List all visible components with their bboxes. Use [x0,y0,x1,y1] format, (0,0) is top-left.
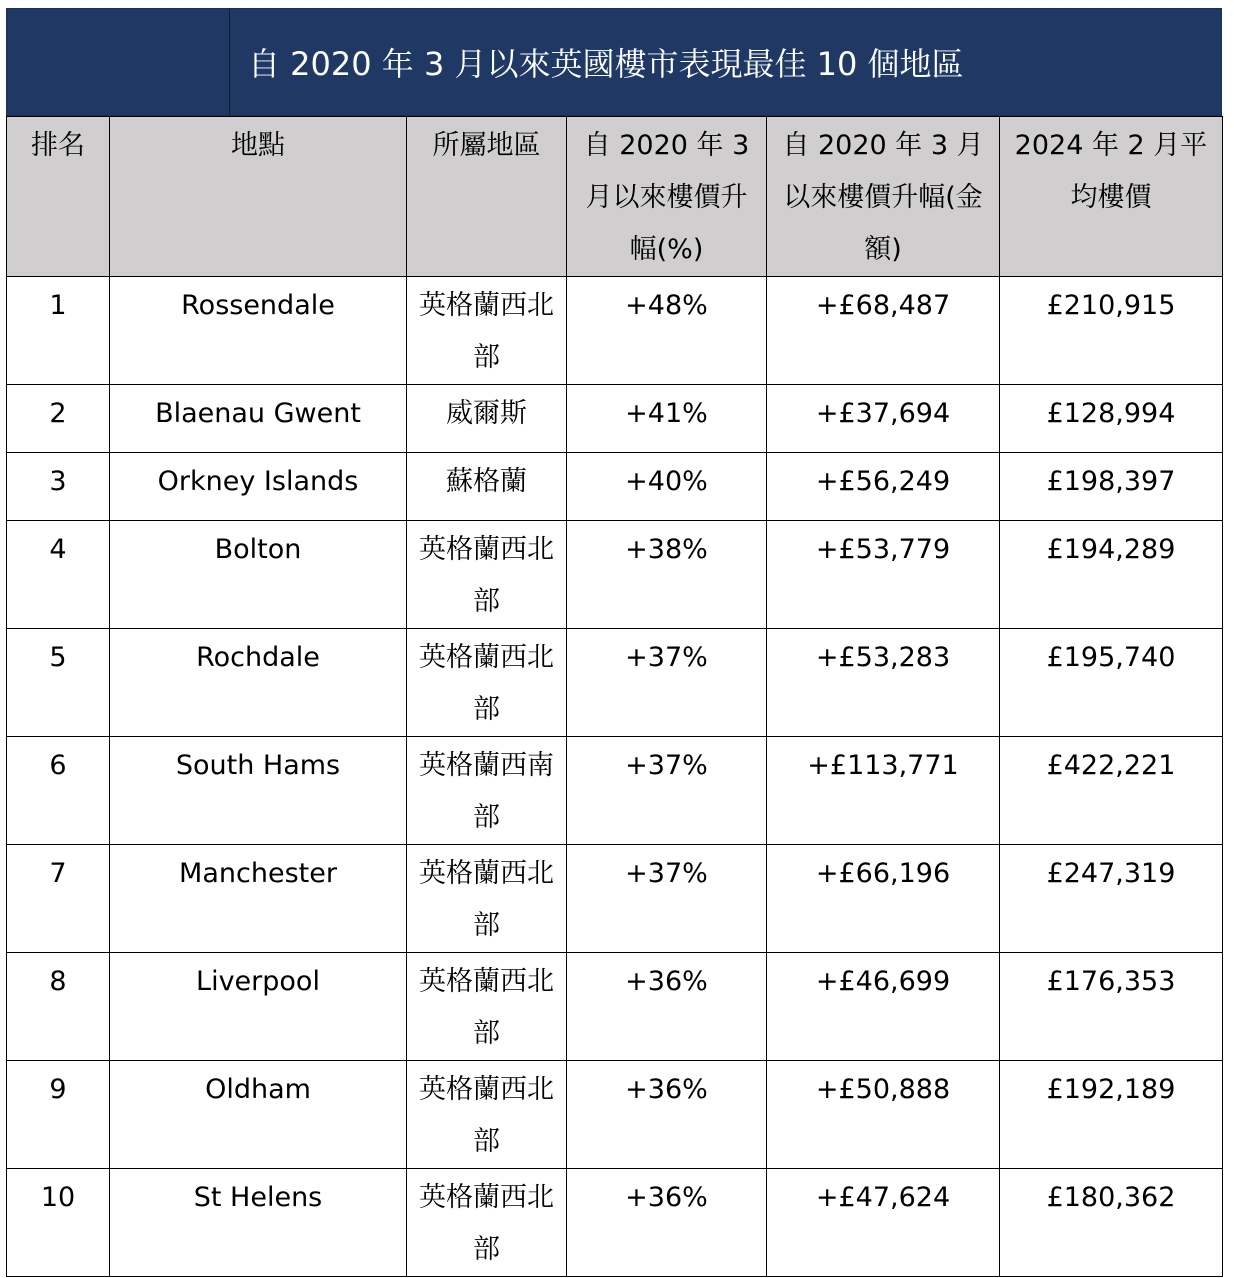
cell-region: 威爾斯 [407,385,567,453]
cell-place: St Helens [110,1169,407,1277]
cell-average-price: £198,397 [1000,453,1223,521]
cell-place: Oldham [110,1061,407,1169]
cell-rank: 6 [7,737,110,845]
table-row [7,629,1223,737]
data-table [6,116,1223,1277]
ranking-table [6,8,1222,1277]
cell-change-amount: +£37,694 [767,385,1000,453]
cell-region: 蘇格蘭 [407,453,567,521]
cell-average-price: £195,740 [1000,629,1223,737]
header-change-percent: 自 2020 年 3 月以來樓價升幅(%) [567,117,767,277]
cell-region: 英格蘭西北部 [407,629,567,737]
table-row [7,453,1223,521]
table-title: 自 2020 年 3 月以來英國樓市表現最佳 10 個地區 [248,45,964,83]
cell-change-amount: +£50,888 [767,1061,1000,1169]
cell-rank: 10 [7,1169,110,1277]
header-region: 所屬地區 [407,117,567,277]
header-place: 地點 [110,117,407,277]
cell-region: 英格蘭西北部 [407,953,567,1061]
cell-rank: 8 [7,953,110,1061]
cell-place: Bolton [110,521,407,629]
table-row [7,521,1223,629]
cell-region: 英格蘭西北部 [407,277,567,385]
cell-rank: 9 [7,1061,110,1169]
cell-average-price: £128,994 [1000,385,1223,453]
cell-change-percent: +37% [567,629,767,737]
table-row [7,277,1223,385]
cell-rank: 7 [7,845,110,953]
cell-region: 英格蘭西北部 [407,845,567,953]
table-row [7,1061,1223,1169]
header-change-amount: 自 2020 年 3 月以來樓價升幅(金額) [767,117,1000,277]
table-row [7,1169,1223,1277]
cell-change-amount: +£53,283 [767,629,1000,737]
cell-change-percent: +41% [567,385,767,453]
cell-change-percent: +36% [567,1169,767,1277]
header-average-price: 2024 年 2 月平均樓價 [1000,117,1223,277]
cell-average-price: £247,319 [1000,845,1223,953]
table-row [7,953,1223,1061]
cell-rank: 4 [7,521,110,629]
cell-place: Blaenau Gwent [110,385,407,453]
cell-rank: 5 [7,629,110,737]
table-row [7,845,1223,953]
cell-place: Orkney Islands [110,453,407,521]
cell-change-amount: +£47,624 [767,1169,1000,1277]
cell-change-amount: +£66,196 [767,845,1000,953]
cell-place: Rossendale [110,277,407,385]
header-rank: 排名 [7,117,110,277]
cell-rank: 2 [7,385,110,453]
cell-change-percent: +37% [567,845,767,953]
table-row [7,737,1223,845]
cell-region: 英格蘭西南部 [407,737,567,845]
cell-region: 英格蘭西北部 [407,1169,567,1277]
title-bar [6,8,1222,116]
cell-average-price: £194,289 [1000,521,1223,629]
cell-rank: 3 [7,453,110,521]
cell-average-price: £210,915 [1000,277,1223,385]
table-row [7,385,1223,453]
cell-change-percent: +36% [567,953,767,1061]
cell-change-amount: +£46,699 [767,953,1000,1061]
cell-region: 英格蘭西北部 [407,1061,567,1169]
cell-average-price: £192,189 [1000,1061,1223,1169]
cell-change-amount: +£68,487 [767,277,1000,385]
cell-place: Rochdale [110,629,407,737]
cell-average-price: £180,362 [1000,1169,1223,1277]
cell-change-percent: +40% [567,453,767,521]
cell-rank: 1 [7,277,110,385]
header-row [7,117,1223,277]
cell-change-amount: +£53,779 [767,521,1000,629]
cell-change-amount: +£56,249 [767,453,1000,521]
cell-place: Manchester [110,845,407,953]
cell-change-amount: +£113,771 [767,737,1000,845]
cell-change-percent: +36% [567,1061,767,1169]
title-bar-empty-cell [7,9,230,115]
cell-place: South Hams [110,737,407,845]
cell-region: 英格蘭西北部 [407,521,567,629]
cell-change-percent: +48% [567,277,767,385]
cell-average-price: £422,221 [1000,737,1223,845]
cell-average-price: £176,353 [1000,953,1223,1061]
cell-change-percent: +37% [567,737,767,845]
cell-place: Liverpool [110,953,407,1061]
cell-change-percent: +38% [567,521,767,629]
